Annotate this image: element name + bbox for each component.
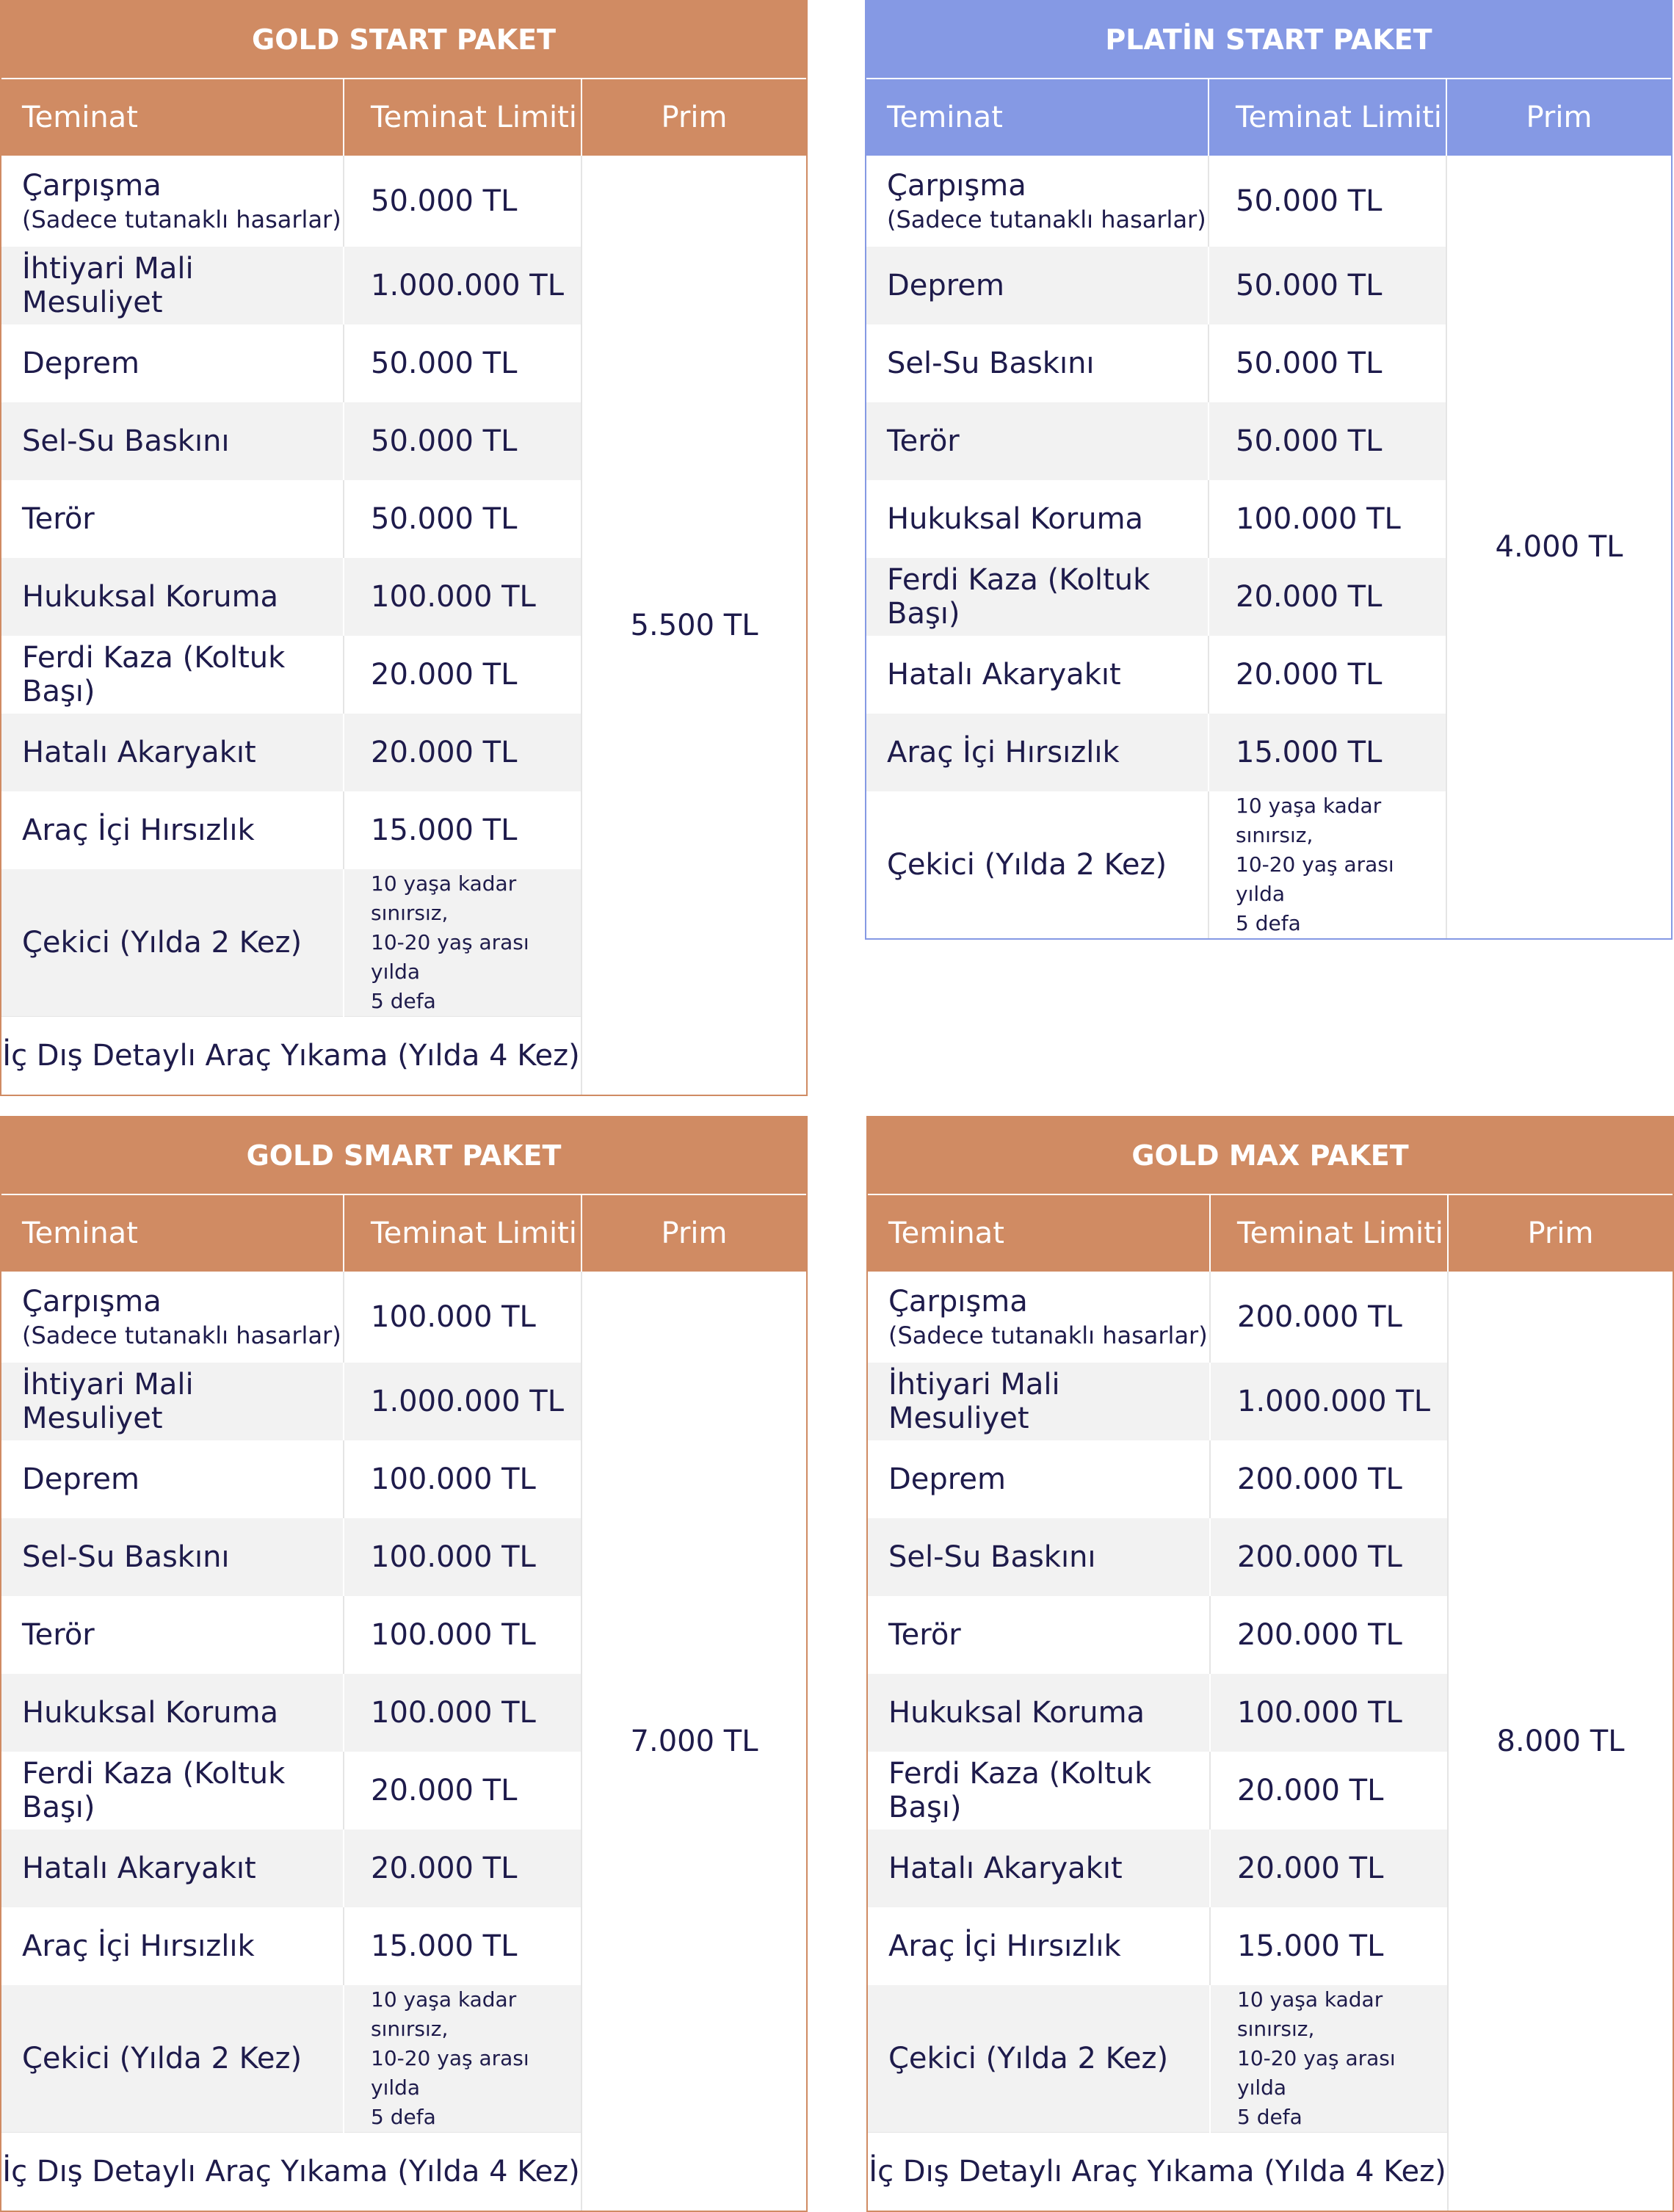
coverage-limit: 50.000 TL xyxy=(1209,247,1446,324)
coverage-limit: 100.000 TL xyxy=(344,1596,581,1674)
coverage-limit: 200.000 TL xyxy=(1210,1596,1448,1674)
coverage-name: Çekici (Yılda 2 Kez) xyxy=(1,869,344,1017)
coverage-limit: 1.000.000 TL xyxy=(1210,1363,1448,1440)
car-wash-label: İç Dış Detaylı Araç Yıkama (Yılda 4 Kez) xyxy=(868,2133,1448,2211)
header-limit: Teminat Limiti xyxy=(344,1194,581,1272)
coverage-name xyxy=(866,156,1209,247)
header-prim: Prim xyxy=(581,1194,806,1272)
coverage-label: Çarpışma xyxy=(888,1285,1028,1319)
limit-line: 10-20 yaş arası yılda xyxy=(1237,2046,1396,2100)
coverage-name: Çekici (Yılda 2 Kez) xyxy=(887,848,1167,882)
coverage-table xyxy=(868,1117,1673,2211)
coverage-name: Hukuksal Koruma xyxy=(868,1674,1210,1752)
coverage-label: Çarpışma xyxy=(22,1285,162,1319)
header-teminat: Teminat xyxy=(1,1194,344,1272)
coverage-name: Deprem xyxy=(22,1462,140,1496)
package-title: GOLD SMART PAKET xyxy=(1,1117,806,1194)
coverage-limit: 15.000 TL xyxy=(344,1907,581,1985)
table-row xyxy=(866,156,1671,247)
coverage-name: Ferdi Kaza (Koltuk Başı) xyxy=(866,558,1209,636)
coverage-name: Sel-Su Baskını xyxy=(1,1518,344,1596)
coverage-name: Ferdi Kaza (Koltuk Başı) xyxy=(888,1757,1152,1824)
coverage-limit: 1.000.000 TL xyxy=(344,1363,581,1440)
coverage-limit: 50.000 TL xyxy=(1209,324,1446,402)
coverage-limit: 20.000 TL xyxy=(1209,558,1446,636)
coverage-limit: 100.000 TL xyxy=(344,1674,581,1752)
coverage-limit: 15.000 TL xyxy=(1210,1907,1448,1985)
coverage-limit: 20.000 TL xyxy=(344,636,581,714)
header-limit: Teminat Limiti xyxy=(1210,1194,1448,1272)
limit-line: 10 yaşa kadar sınırsız, xyxy=(1237,1987,1383,2041)
coverage-table xyxy=(1,1,806,1095)
coverage-limit: 20.000 TL xyxy=(344,1752,581,1830)
limit-line: 5 defa xyxy=(371,989,436,1013)
coverage-limit: 200.000 TL xyxy=(1210,1518,1448,1596)
coverage-name: İhtiyari Mali Mesuliyet xyxy=(868,1363,1210,1440)
coverage-name: Terör xyxy=(866,402,1209,480)
coverage-name: Sel-Su Baskını xyxy=(1,402,344,480)
coverage-limit: 20.000 TL xyxy=(1210,1830,1448,1907)
coverage-limit: 50.000 TL xyxy=(344,402,581,480)
header-prim: Prim xyxy=(581,79,806,156)
coverage-limit xyxy=(1209,791,1446,938)
coverage-limit: 20.000 TL xyxy=(1210,1752,1448,1830)
package-gold-start xyxy=(0,0,808,1096)
table-row xyxy=(1,1272,806,1363)
coverage-name: Hatalı Akaryakıt xyxy=(1,1830,344,1907)
package-title: PLATİN START PAKET xyxy=(866,1,1671,79)
limit-line: 5 defa xyxy=(1236,911,1301,935)
limit-line: 5 defa xyxy=(371,2105,436,2129)
coverage-limit: 50.000 TL xyxy=(1209,402,1446,480)
coverage-name: Çekici (Yılda 2 Kez) xyxy=(1,1985,344,2133)
coverage-name: Ferdi Kaza (Koltuk Başı) xyxy=(22,1757,286,1824)
coverage-name: Çekici (Yılda 2 Kez) xyxy=(868,1985,1210,2133)
coverage-limit: 200.000 TL xyxy=(1210,1440,1448,1518)
header-teminat: Teminat xyxy=(868,1194,1210,1272)
coverage-name: Araç İçi Hırsızlık xyxy=(888,1929,1121,1963)
limit-line: 10-20 yaş arası yılda xyxy=(371,2046,529,2100)
package-title: GOLD START PAKET xyxy=(1,1,806,79)
coverage-limit: 100.000 TL xyxy=(1210,1674,1448,1752)
coverage-name: Terör xyxy=(22,502,95,536)
coverage-limit: 100.000 TL xyxy=(344,1518,581,1596)
package-platin-start xyxy=(865,0,1673,940)
coverage-name: Hukuksal Koruma xyxy=(1,558,344,636)
coverage-limit: 100.000 TL xyxy=(344,1272,581,1363)
limit-line: 10-20 yaş arası yılda xyxy=(371,930,529,984)
coverage-note: (Sadece tutanaklı hasarlar) xyxy=(22,1321,341,1349)
header-teminat: Teminat xyxy=(1,79,344,156)
coverage-limit: 100.000 TL xyxy=(1209,480,1446,558)
coverage-limit: 20.000 TL xyxy=(344,714,581,791)
coverage-table xyxy=(1,1117,806,2211)
coverage-name xyxy=(1,1272,344,1363)
package-gold-max xyxy=(866,1116,1674,2212)
coverage-name: Deprem xyxy=(866,247,1209,324)
premium-value: 5.500 TL xyxy=(581,156,806,1095)
table-row xyxy=(1,156,806,247)
coverage-limit: 20.000 TL xyxy=(1209,636,1446,714)
coverage-name: Araç İçi Hırsızlık xyxy=(22,813,255,847)
car-wash-label: İç Dış Detaylı Araç Yıkama (Yılda 4 Kez) xyxy=(1,1017,581,1095)
header-teminat: Teminat xyxy=(866,79,1209,156)
coverage-name: Hatalı Akaryakıt xyxy=(868,1830,1210,1907)
limit-line: 10 yaşa kadar sınırsız, xyxy=(1236,794,1382,847)
coverage-name: Araç İçi Hırsızlık xyxy=(866,714,1209,791)
coverage-limit xyxy=(1210,1985,1448,2133)
header-prim: Prim xyxy=(1446,79,1671,156)
coverage-name: Araç İçi Hırsızlık xyxy=(22,1929,255,1963)
coverage-name xyxy=(868,1272,1210,1363)
premium-value: 8.000 TL xyxy=(1448,1272,1673,2211)
car-wash-label: İç Dış Detaylı Araç Yıkama (Yılda 4 Kez) xyxy=(1,2133,581,2211)
coverage-limit: 1.000.000 TL xyxy=(344,247,581,324)
header-limit: Teminat Limiti xyxy=(344,79,581,156)
coverage-name: Deprem xyxy=(22,347,140,380)
coverage-limit xyxy=(344,1985,581,2133)
coverage-limit: 100.000 TL xyxy=(344,1440,581,1518)
coverage-note: (Sadece tutanaklı hasarlar) xyxy=(887,206,1206,233)
coverage-name: Hukuksal Koruma xyxy=(887,502,1144,536)
header-limit: Teminat Limiti xyxy=(1209,79,1446,156)
coverage-name: Deprem xyxy=(888,1462,1006,1496)
header-prim: Prim xyxy=(1448,1194,1673,1272)
coverage-limit: 200.000 TL xyxy=(1210,1272,1448,1363)
table-row xyxy=(868,1272,1673,1363)
coverage-limit: 50.000 TL xyxy=(1209,156,1446,247)
coverage-limit: 100.000 TL xyxy=(344,558,581,636)
coverage-label: Çarpışma xyxy=(22,169,162,203)
package-gold-smart xyxy=(0,1116,808,2212)
coverage-name: Hukuksal Koruma xyxy=(1,1674,344,1752)
coverage-limit: 20.000 TL xyxy=(344,1830,581,1907)
coverage-name: Hatalı Akaryakıt xyxy=(1,714,344,791)
limit-line: 5 defa xyxy=(1237,2105,1302,2129)
coverage-name: Sel-Su Baskını xyxy=(887,347,1095,380)
coverage-name: Ferdi Kaza (Koltuk Başı) xyxy=(22,641,286,708)
coverage-limit: 15.000 TL xyxy=(344,791,581,869)
limit-line: 10-20 yaş arası yılda xyxy=(1236,852,1394,906)
coverage-name: Terör xyxy=(22,1618,95,1652)
coverage-limit: 50.000 TL xyxy=(344,324,581,402)
premium-value: 7.000 TL xyxy=(581,1272,806,2211)
coverage-name: İhtiyari Mali Mesuliyet xyxy=(1,1363,344,1440)
coverage-note: (Sadece tutanaklı hasarlar) xyxy=(22,206,341,233)
coverage-name: Sel-Su Baskını xyxy=(868,1518,1210,1596)
coverage-limit xyxy=(344,869,581,1017)
limit-line: 10 yaşa kadar sınırsız, xyxy=(371,871,517,925)
coverage-name: İhtiyari Mali Mesuliyet xyxy=(1,247,344,324)
limit-line: 10 yaşa kadar sınırsız, xyxy=(371,1987,517,2041)
coverage-name: Terör xyxy=(888,1618,961,1652)
coverage-limit: 50.000 TL xyxy=(344,480,581,558)
coverage-limit: 50.000 TL xyxy=(344,156,581,247)
coverage-limit: 15.000 TL xyxy=(1209,714,1446,791)
coverage-note: (Sadece tutanaklı hasarlar) xyxy=(888,1321,1208,1349)
coverage-name: Hatalı Akaryakıt xyxy=(887,658,1121,692)
package-title: GOLD MAX PAKET xyxy=(868,1117,1673,1194)
coverage-label: Çarpışma xyxy=(887,169,1026,203)
coverage-name xyxy=(1,156,344,247)
coverage-table xyxy=(866,1,1671,938)
premium-value: 4.000 TL xyxy=(1446,156,1671,938)
